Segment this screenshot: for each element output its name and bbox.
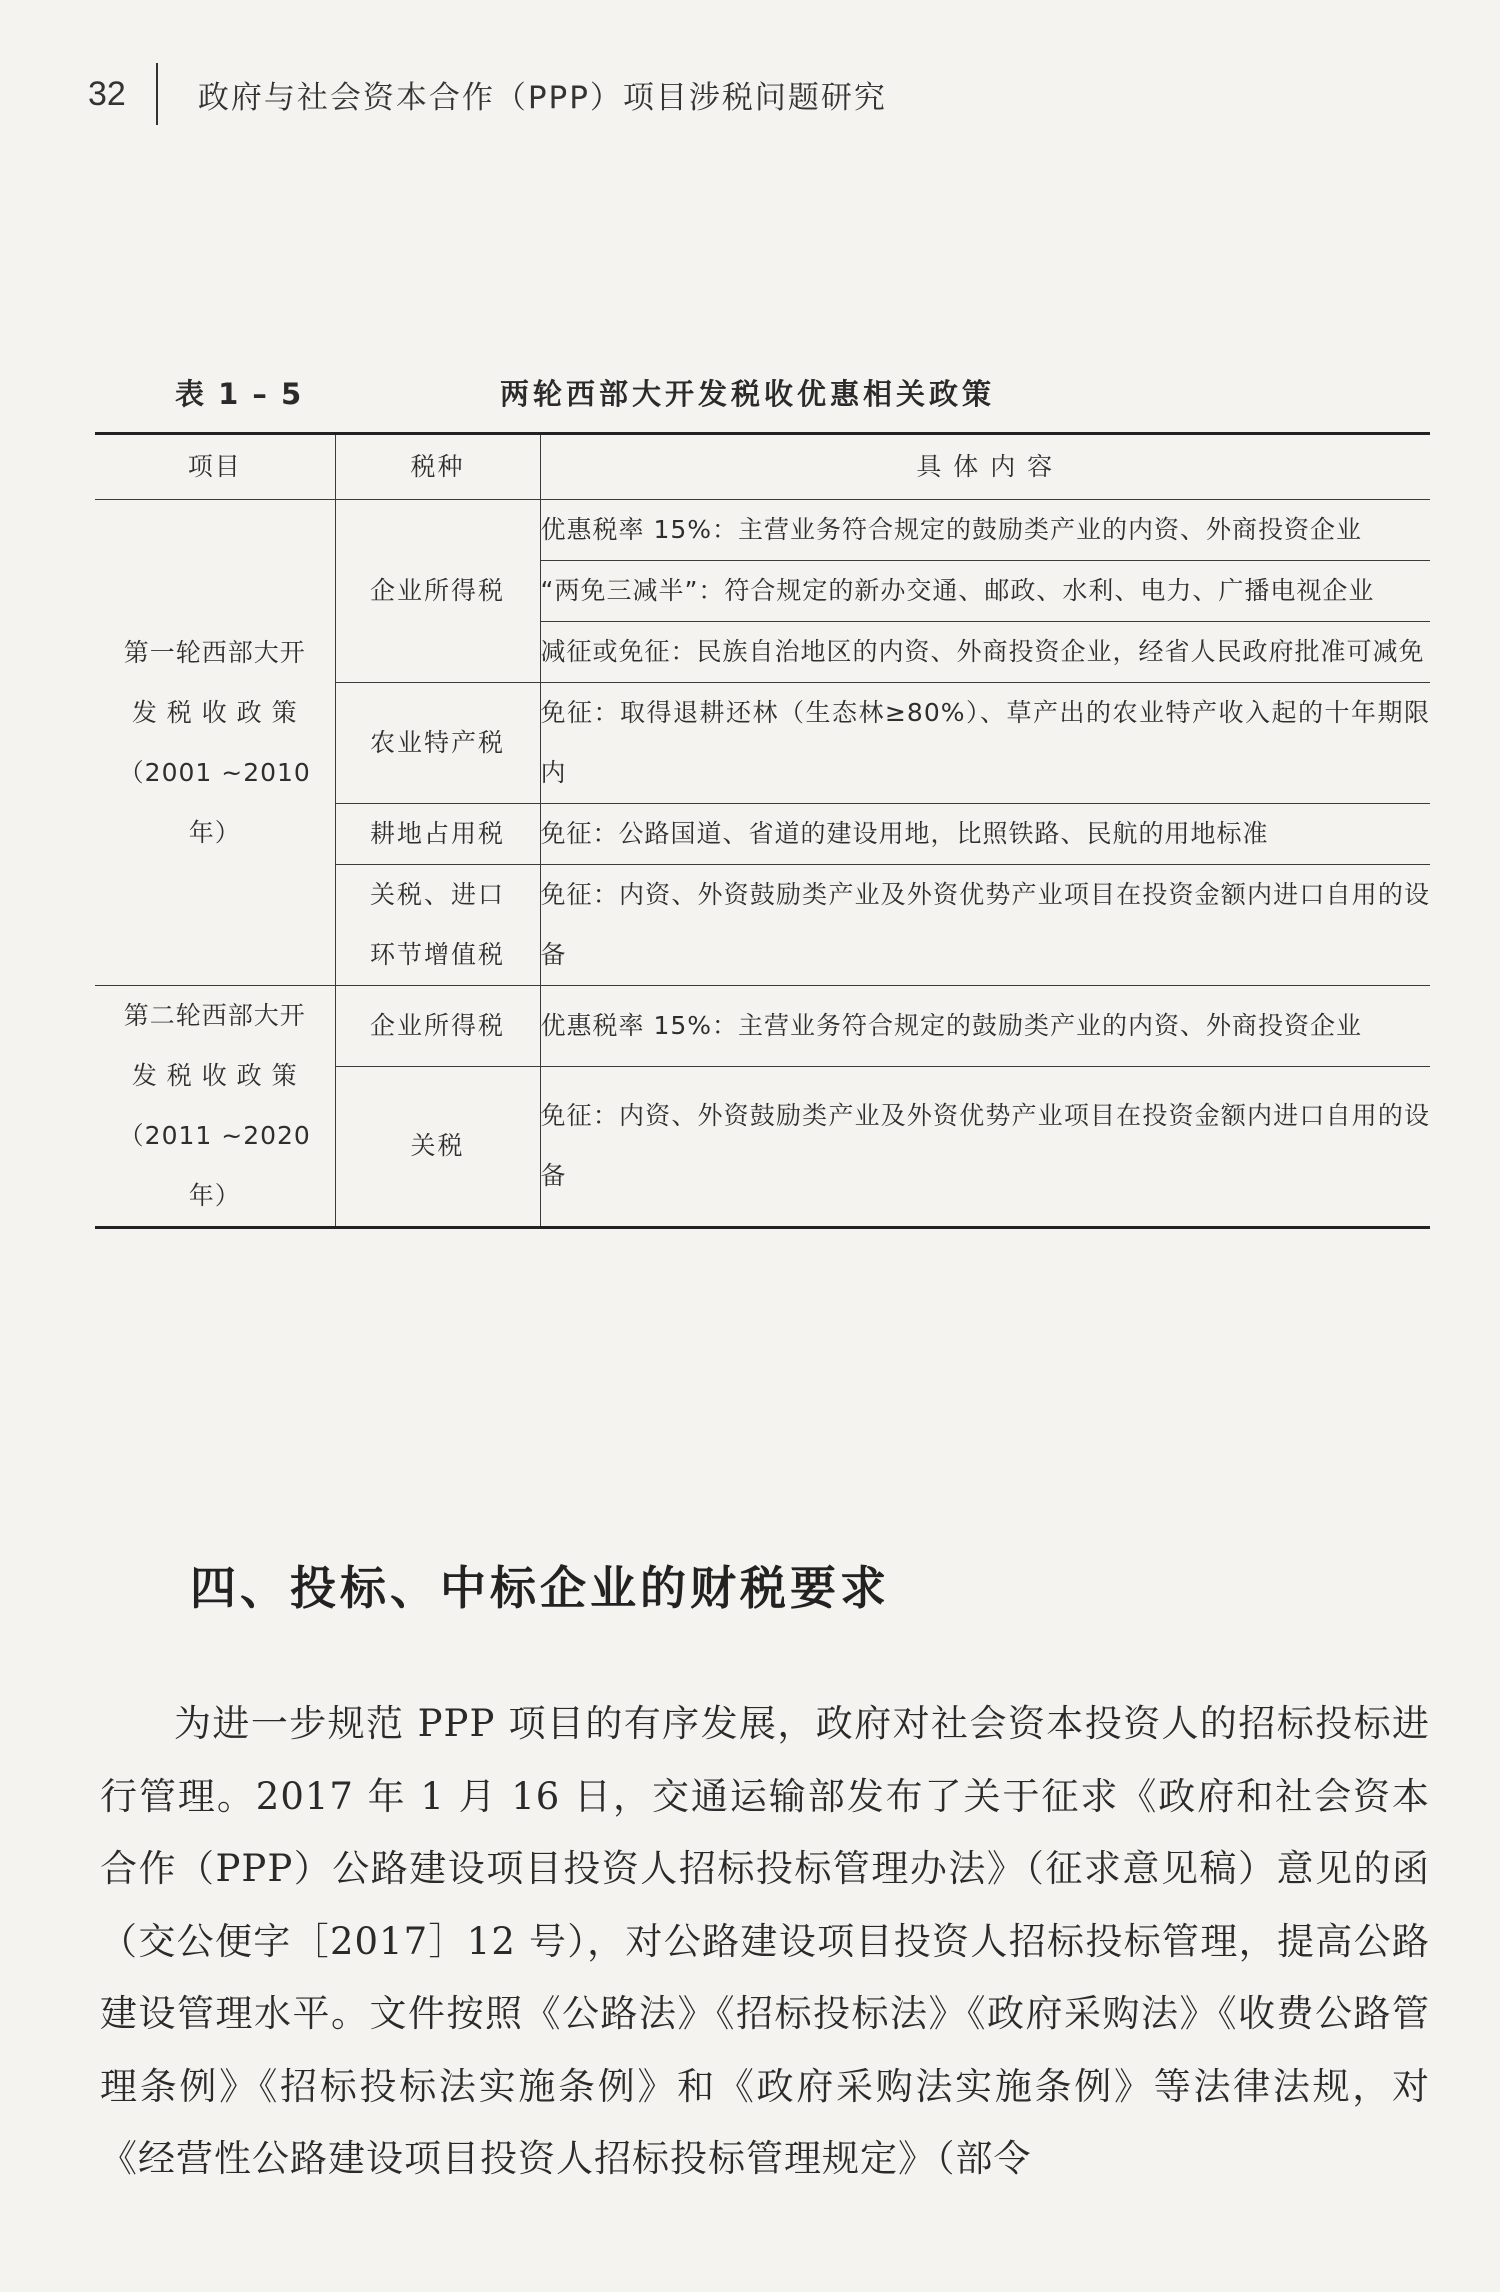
round1-project-line: （2001 ~2010 年） — [118, 757, 311, 847]
page-number: 32 — [88, 74, 126, 113]
round2-cit-item: 优惠税率 15%：主营业务符合规定的鼓励类产业的内资、外商投资企业 — [540, 986, 1430, 1067]
round1-cit-item: 优惠税率 15%：主营业务符合规定的鼓励类产业的内资、外商投资企业 — [540, 500, 1430, 561]
table-row — [95, 986, 1430, 1067]
column-header-content: 具 体 内 容 — [540, 434, 1430, 500]
round2-cit-tax-cell: 企业所得税 — [335, 986, 540, 1067]
round1-customs-tax-line: 关税、进口 — [369, 880, 505, 909]
round1-land-tax-cell: 耕地占用税 — [335, 804, 540, 865]
table-caption — [0, 372, 1500, 422]
round1-customs-item: 免征：内资、外资鼓励类产业及外资优势产业项目在投资金额内进口自用的设备 — [540, 865, 1430, 986]
round1-agri-tax-cell: 农业特产税 — [335, 683, 540, 804]
round1-project-line: 发 税 收 政 策 — [131, 697, 298, 727]
round2-project-line: （2011 ~2020 年） — [118, 1121, 311, 1210]
page-header — [88, 66, 887, 122]
header-divider — [156, 63, 158, 125]
round2-customs-tax-cell: 关税 — [335, 1066, 540, 1227]
column-header-tax-type: 税种 — [335, 434, 540, 500]
round1-customs-tax-cell — [335, 865, 540, 986]
round1-project-cell — [95, 500, 335, 986]
policy-table — [95, 432, 1430, 1229]
round1-agri-item: 免征：取得退耕还林（生态林≥80%）、草产出的农业特产收入起的十年期限内 — [540, 683, 1430, 804]
round1-cit-tax-cell: 企业所得税 — [335, 500, 540, 683]
round1-cit-item: “两免三减半”：符合规定的新办交通、邮政、水利、电力、广播电视企业 — [540, 561, 1430, 622]
round1-customs-tax-line: 环节增值税 — [369, 940, 505, 969]
running-title: 政府与社会资本合作（PPP）项目涉税问题研究 — [197, 79, 887, 116]
section-heading: 四、投标、中标企业的财税要求 — [190, 1561, 890, 1615]
round2-project-line: 发 税 收 政 策 — [131, 1061, 298, 1090]
round2-project-line: 第二轮西部大开 — [123, 1001, 306, 1030]
table-number: 表 1 – 5 — [175, 377, 304, 411]
round1-cit-item: 减征或免征：民族自治地区的内资、外商投资企业，经省人民政府批准可减免 — [540, 622, 1430, 683]
round1-land-item: 免征：公路国道、省道的建设用地，比照铁路、民航的用地标准 — [540, 804, 1430, 865]
table-row — [95, 500, 1430, 561]
round2-project-cell — [95, 986, 335, 1228]
body-paragraph: 为进一步规范 PPP 项目的有序发展，政府对社会资本投资人的招标投标进行管理。2017 年 1 月 16 日，交通运输部发布了关于征求《政府和社会资本合作（PPP）公路建设项目投资人招标投标管理办法》（征求意见稿）意见的函（交公便字［2017］12 号），对公路建设项目投资人招标投标管理，提高公路建设管理水平。文件按照《公路法》《招标投标法》《政府采购法》《收费公路管理条例》《招标投标法实施条例》和《政府采购法实施条例》等法律法规，对《经营性公路建设项目投资人招标投标管理规定》（部令 — [100, 1702, 1430, 2180]
table-header-row — [95, 434, 1430, 500]
round2-customs-item: 免征：内资、外资鼓励类产业及外资优势产业项目在投资金额内进口自用的设备 — [540, 1066, 1430, 1227]
table-title: 两轮西部大开发税收优惠相关政策 — [500, 377, 996, 411]
column-header-project: 项目 — [95, 434, 335, 500]
round1-project-line: 第一轮西部大开 — [123, 637, 306, 667]
